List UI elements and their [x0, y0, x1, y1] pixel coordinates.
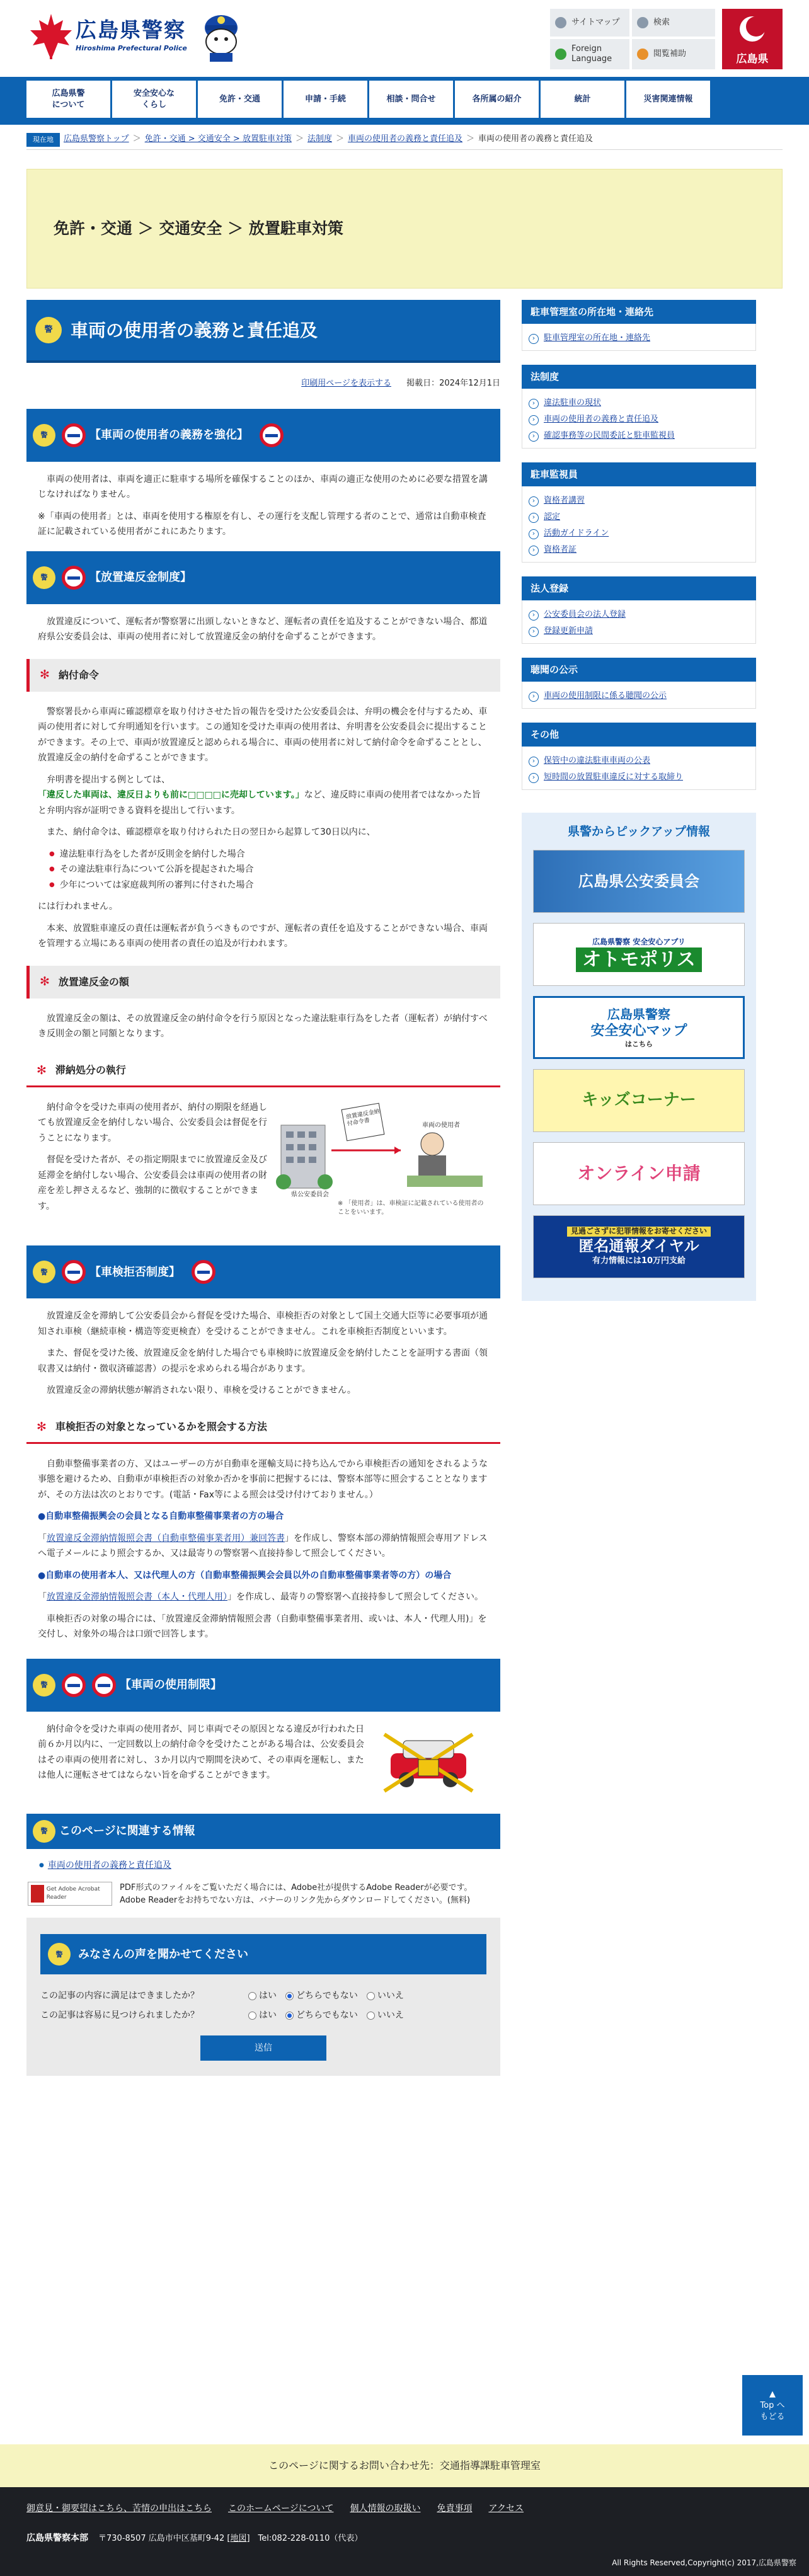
globe-icon	[555, 49, 566, 60]
gnav-item[interactable]: 各所属の紹介	[455, 81, 539, 120]
logo-subtitle: Hiroshima Prefectural Police	[76, 44, 187, 53]
feedback-title: みなさんの声を聞かせてください	[78, 1947, 248, 1961]
list-item	[529, 753, 749, 769]
copyright: All Rights Reserved,Copyright(c) 2017,広島県警察	[612, 2558, 796, 2567]
adobe-notice: Get Adobe Acrobat Reader PDF形式のファイルをご覧いただく場合には、Adobe社が提供するAdobe Readerが必要です。 Adobe Readerをお持ちでない方は、バナーのリンク先からダウンロードしてください。(無料)	[28, 1882, 500, 1906]
sidebar-menu	[522, 462, 756, 563]
gnav-item[interactable]: 安全安心な くらし	[112, 81, 196, 120]
banner-safety-map[interactable]: 広島県警察 安全安心マップ はこちら	[533, 996, 745, 1059]
related-title: このページに関連する情報	[59, 1824, 195, 1838]
hiroshima-pref-link[interactable]: 広島県	[722, 9, 783, 69]
figure-caption: ※ 「使用者」は、車検証に記載されている使用者のことをいいます。	[338, 1199, 484, 1216]
sidebar-link[interactable]: 駐車管理室の所在地・連絡先	[544, 333, 651, 343]
radio-yes[interactable]: はい	[248, 1988, 277, 2004]
print-link[interactable]: 印刷用ページを表示する	[301, 379, 391, 388]
gnav-item[interactable]: 相談・問合せ	[369, 81, 453, 120]
adobe-reader-banner[interactable]: Get Adobe Acrobat Reader	[28, 1882, 112, 1906]
no-parking-icon	[62, 1673, 86, 1697]
list-item	[529, 607, 749, 623]
sidebar-link[interactable]: 短時間の放置駐車違反に対する取締り	[544, 772, 684, 782]
list-item	[529, 428, 749, 444]
paragraph: 弁明書を提出する例としては、 「違反した車両は、違反日よりも前に□□□□に売却しています。」など、違反時に車両の使用者ではなかった旨と弁明内容が証明できる資料を提出して行います。	[38, 774, 481, 816]
sidebar-link[interactable]: 資格者講習	[544, 496, 585, 505]
footer-inquiry: このページに関するお問い合わせ先：交通指導課駐車管理室	[0, 2444, 809, 2487]
published-date: 掲載日：2024年12月1日	[406, 379, 500, 388]
accessibility-button[interactable]: 閲覧補助	[632, 39, 715, 69]
exception-list	[49, 847, 489, 893]
feedback-question-findability: この記事は容易に見つけられましたか？ はい どちらでもない いいえ	[40, 2008, 486, 2024]
sidebar-menu-title: 聴聞の公示	[522, 658, 756, 682]
sidebar-link[interactable]: 資格者証	[544, 545, 577, 554]
sidebar-link[interactable]: 登録更新申請	[544, 626, 594, 636]
site-logo[interactable]	[26, 9, 246, 63]
footer-address: 広島県警察本部 〒730-8507 広島市中区基町9-42 [地図] Tel:082-228-0110（代表）	[26, 2533, 363, 2543]
sidebar-menu	[522, 723, 756, 790]
sidebar-link[interactable]: 認定	[544, 512, 561, 522]
gnav-item[interactable]: 広島県警 について	[26, 81, 110, 120]
sidebar-link[interactable]: 車両の使用者の義務と責任追及	[544, 415, 659, 424]
site-footer	[0, 2487, 809, 2576]
sidebar-link[interactable]: 確認事務等の民間委託と駐車監視員	[544, 431, 675, 440]
inquiry-form-business-link[interactable]: 放置違反金滞納情報照会書（自動車整備事業者用）兼回答書	[47, 1533, 285, 1543]
paragraph: 放置違反について、運転者が警察署に出頭しないときなど、運転者の責任を追及することができない場合、都道府県公安委員会は、車両の使用者に対して放置違反金の納付を命ずることができます。	[38, 616, 488, 643]
list-item	[529, 623, 749, 639]
section-heading-restriction: 警 【車両の使用制限】	[26, 1659, 500, 1712]
banner-kids-corner[interactable]: キッズコーナー	[533, 1069, 745, 1132]
footer-link-disclaimer[interactable]: 免責事項	[437, 2504, 473, 2514]
gnav-item[interactable]: 申請・手続	[284, 81, 367, 120]
breadcrumb-here-label: 現在地	[26, 133, 60, 147]
police-badge-icon: 警	[33, 1261, 55, 1283]
radio-yes[interactable]: はい	[248, 2008, 277, 2024]
police-badge-icon: 警	[33, 424, 55, 447]
list-item	[529, 525, 749, 542]
police-badge-icon: 警	[33, 566, 55, 589]
footer-link-access[interactable]: アクセス	[488, 2504, 524, 2514]
section-heading-fine: 警 【放置違反金制度】	[26, 551, 500, 604]
sidebar-menu-title: 駐車監視員	[522, 462, 756, 486]
page-title: 車両の使用者の義務と責任追及	[71, 319, 318, 341]
sitemap-button[interactable]: サイトマップ	[550, 9, 629, 37]
police-badge-icon: 警	[33, 1674, 55, 1697]
sidebar-link[interactable]: 公安委員会の法人登録	[544, 610, 626, 619]
illustration-office-and-user: 県公安委員会 放置違反金納付命令書 車両の使用者 ※ 「使用者」は、車検証に記載されている使用者のことをいいます。	[275, 1100, 489, 1213]
banner-public-safety-commission[interactable]: 広島県公安委員会	[533, 850, 745, 913]
banner-otomopolis[interactable]: 広島県警察 安全安心アプリ オトモポリス	[533, 923, 745, 986]
paragraph: 放置違反金の額は、その放置違反金の納付命令を行う原因となった違法駐車行為をした者（運転者）が納付すべき反則金の額と同額となります。	[38, 1013, 488, 1039]
case-heading: ●自動車整備振興会の会員となる自動車整備事業者の方の場合	[38, 1511, 284, 1522]
radio-neither[interactable]: どちらでもない	[285, 1988, 358, 2004]
footer-link-feedback[interactable]: 御意見・御要望はこちら、苦情の申出はこちら	[26, 2504, 212, 2514]
sidebar-link[interactable]: 活動ガイドライン	[544, 529, 609, 538]
gnav-item[interactable]: 統計	[541, 81, 624, 120]
feedback-form	[26, 1918, 500, 2076]
paragraph: また、納付命令は、確認標章を取り付けられた日の翌日から起算して30日以内に、	[47, 827, 376, 838]
global-nav	[0, 77, 809, 125]
paragraph: 放置違反金の滞納状態が解消されない限り、車検を受けることができません。	[47, 1385, 356, 1396]
list-item	[529, 330, 749, 346]
site-header	[0, 0, 809, 77]
sidebar-menu-title: その他	[522, 723, 756, 747]
paragraph: 本来、放置駐車違反の責任は運転者が負うべきものですが、運転者の責任を追及することができない場合、車両を管理する立場にある車両の使用者の責任の追及が行われます。	[38, 923, 488, 949]
paragraph: 納付命令を受けた車両の使用者が、同じ車両でその原因となる違反が行われた日前６か月以内に、一定回数以上の納付命令を受けたことがある場合は、公安委員会はその車両の使用者に対し、３か月以内で期間を決めて、その車両を運転し、または他人に運転させてはならない旨を命ずることができます。	[38, 1724, 364, 1781]
sidebar	[522, 300, 756, 2076]
no-parking-icon	[260, 423, 284, 447]
sidebar-link[interactable]: 車両の使用制限に係る聴聞の公示	[544, 691, 667, 701]
subheading-inquiry-method: ✻ 車検拒否の対象となっているかを照会する方法	[26, 1412, 500, 1444]
paragraph: 督促を受けた者が、その指定期限までに放置違反金及び延滞金を納付しない場合、公安委員会は車両の使用者の財産を差し押さえるなど、強制的に徴収することができます。	[38, 1155, 267, 1211]
list-item	[529, 509, 749, 525]
breadcrumb: 現在地 広島県警察トップ ＞ 免許・交通 > 交通安全 > 放置駐車対策 ＞ 法制度 ＞ 車両の使用者の義務と責任追及 ＞ 車両の使用者の義務と責任追及	[26, 134, 783, 150]
breadcrumb-parking[interactable]: 免許・交通 > 交通安全 > 放置駐車対策	[144, 134, 292, 144]
foreign-language-button[interactable]: Foreign Language	[550, 39, 629, 69]
list-item	[529, 395, 749, 411]
sitemap-icon	[555, 17, 566, 28]
pdf-icon	[31, 1885, 44, 1903]
illustration-car-locked	[372, 1722, 485, 1797]
submit-button[interactable]: 送信	[200, 2035, 326, 2061]
breadcrumb-page[interactable]: 車両の使用者の義務と責任追及	[348, 134, 463, 144]
section-heading-inspection: 警 【車検拒否制度】	[26, 1245, 500, 1298]
police-badge-icon: 警	[33, 1820, 55, 1843]
logo-title: 広島県警察	[76, 17, 186, 42]
banner-anonymous-hotline[interactable]: 見過ごさずに犯罪情報をお寄せください 匿名通報ダイヤル 有力情報には10万円支給	[533, 1215, 745, 1278]
sidebar-menu	[522, 300, 756, 351]
arrow-up-icon: ▲	[769, 2390, 776, 2399]
footer-link-about[interactable]: このホームページについて	[228, 2504, 334, 2514]
related-info	[26, 1814, 500, 1907]
no-parking-icon	[92, 1673, 116, 1697]
breadcrumb-law[interactable]: 法制度	[307, 134, 332, 144]
no-parking-icon	[192, 1260, 215, 1284]
list-item: ● 違法駐車行為をした者が反則金を納付した場合	[49, 847, 489, 862]
delinquency-figure	[38, 1100, 489, 1221]
paragraph: 放置違反金を滞納して公安委員会から督促を受けた場合、車検拒否の対象として国土交通大臣等に必要事項が通知され車検（継続車検・構造等変更検査）を受けることができません。これを車検拒否制度といいます。	[38, 1311, 488, 1337]
subheading-delinquency: ✻ 滞納処分の執行	[26, 1056, 500, 1087]
sidebar-link[interactable]: 違法駐車の現状	[544, 398, 602, 408]
list-item: ● 少年については家庭裁判所の審判に付された場合	[49, 878, 489, 893]
map-link[interactable]: [地図]	[227, 2533, 250, 2543]
list-item	[529, 411, 749, 428]
subheading-payment-order: ✻ 納付命令	[26, 659, 500, 692]
case-heading: ●自動車の使用者本人、又は代理人の方（自動車整備振興会会員以外の自動車整備事業者等の方）の場合	[38, 1570, 452, 1581]
feedback-question-satisfaction: この記事の内容に満足はできましたか？ はい どちらでもない いいえ	[40, 1988, 486, 2004]
section-heading-duty: 警 【車両の使用者の義務を強化】	[26, 409, 500, 462]
maple-leaf-icon: ✻	[37, 1419, 47, 1434]
breadcrumb-current: 車両の使用者の義務と責任追及	[478, 134, 594, 144]
radio-no[interactable]: いいえ	[367, 2008, 404, 2024]
police-badge-icon: 警	[35, 317, 62, 343]
breadcrumb-home[interactable]: 広島県警察トップ	[64, 134, 129, 144]
sidebar-menu-title: 法制度	[522, 365, 756, 389]
sidebar-menu	[522, 576, 756, 644]
sidebar-menu-title: 法人登録	[522, 576, 756, 600]
paragraph: 車検拒否の対象の場合には、「放置違反金滞納情報照会書（自動車整備事業者用、或いは、本人・代理人用)」を交付し、対象外の場合は口頭で回答します。	[38, 1613, 487, 1640]
accessibility-icon	[637, 49, 648, 60]
subheading-fine-amount: ✻ 放置違反金の額	[26, 966, 500, 999]
page-title-box	[26, 300, 500, 363]
radio-no[interactable]: いいえ	[367, 1988, 404, 2004]
banner-online-application[interactable]: オンライン申請	[533, 1142, 745, 1205]
no-parking-icon	[62, 566, 86, 590]
maple-leaf-icon: ✻	[40, 975, 50, 989]
pref-emblem-icon	[738, 15, 766, 43]
pickup-title: 県警からピックアップ情報	[568, 825, 710, 839]
maple-leaf-icon: ✻	[37, 1063, 47, 1077]
sidebar-menu-title: 駐車管理室の所在地・連絡先	[522, 300, 756, 324]
list-item	[529, 688, 749, 704]
inquiry-form-owner-link[interactable]: 放置違反金滞納情報照会書（本人・代理人用）	[47, 1592, 227, 1603]
no-parking-icon	[62, 423, 86, 447]
related-link[interactable]: 車両の使用者の義務と責任追及	[47, 1860, 171, 1870]
search-icon	[637, 17, 648, 28]
paragraph: には行われません。	[38, 902, 118, 912]
paragraph: 警察署長から車両に確認標章を取り付けさせた旨の報告を受けた公安委員会は、弁明の機会を付与するため、車両の使用者に対して弁明通知を行います。この通知を受けた車両の使用者は、弁明書を公安委員会に提出することができます。その上で、車両が放置違反と認められる場合に、車両の使用者に対して納付命令を命ずることとし、放置違反金の納付を命ずることができます。	[38, 706, 488, 764]
police-badge-icon: 警	[48, 1943, 71, 1966]
paragraph: ※「車両の使用者」とは、車両を使用する権原を有し、その運行を支配し管理する者のことで、通常は自動車検査証に記載されている使用者がこれにあたります。	[38, 511, 486, 537]
maple-logo-icon	[26, 11, 76, 60]
paragraph: また、督促を受けた後、放置違反金を納付した場合でも車検時に放置違反金を納付したことを証明する書面（領収書又は納付・徴収済確認書）の提示を求められる場合があります。	[38, 1348, 488, 1374]
search-button[interactable]: 検索	[632, 9, 715, 37]
gnav-item[interactable]: 免許・交通	[198, 81, 282, 120]
sidebar-menu	[522, 658, 756, 709]
list-item	[529, 769, 749, 786]
back-to-top-button[interactable]: ▲ Top へ もどる	[742, 2375, 803, 2436]
pickup-banners	[522, 813, 756, 1301]
mascot-icon	[196, 9, 246, 63]
radio-neither[interactable]: どちらでもない	[285, 2008, 358, 2024]
list-item	[529, 493, 749, 509]
footer-link-privacy[interactable]: 個人情報の取扱い	[350, 2504, 421, 2514]
category-banner: 免許・交通 ＞ 交通安全 ＞ 放置駐車対策	[26, 169, 783, 289]
list-item: ● その違法駐車行為について公訴を提起された場合	[49, 862, 489, 878]
paragraph: 自動車整備事業者の方、又はユーザーの方が自動車を運輸支局に持ち込んでから車検拒否の通知をされるような事態を避けるため、自動車が車検拒否の対象か否かを事前に把握するには、警察本部等に照会することとなりますが、その方法は次のとおりです。(電話・Fax等による照会は受け付けておりません。）	[38, 1458, 488, 1500]
paragraph: 納付命令を受けた車両の使用者が、納付の期限を経過しても放置違反金を納付しない場合、公安委員会は督促を行うことになります。	[38, 1102, 267, 1143]
gnav-item[interactable]: 災害関連情報	[626, 81, 710, 120]
sidebar-link[interactable]: 保管中の違法駐車車両の公表	[544, 756, 651, 765]
list-item	[529, 542, 749, 558]
no-parking-icon	[62, 1260, 86, 1284]
sidebar-menu	[522, 365, 756, 449]
main-content: 警 車両の使用者の義務と責任追及 印刷用ページを表示する 掲載日：2024年12月1日 警 【車両の使用者の義務を強化】 車両の使用者は、車両を適正に駐車する場所を確保することのほか、車両の適正な使用のために必要な措置を講じなければなりません。 ※「車両の使用者」とは、車両を使用する権原を有し、その運行を支配し管理する者のことで、通常は自動車検査証に記載されている使用者がこれにあたります。 警 【放置違反金制度】 放置違反について、運転者が警察署に出頭しないときなど、運転者の責任を追及することができない場合、都道府県公安委員会は、車両の使用者に対して放置違反金の納付を命ずることができます。 ✻ 納付命令 警察署長から車両に確認標章を取り付けさせた旨の報告を受けた公安委員会は、弁明の機会を付与するため、車両の使用者に対して弁明通知を行います。この通知を受けた車両の使用者は、弁明書を公安委員会に提出することができます。その上で、車両が放置違反と認められる場合に、車両の使用者に対して納付命令を命ずることとし、放置違反金の納付を命ずることができます。 弁明書を提出する例としては、 「違反した車両は、違反日よりも前に□□□□に売却しています。」など、違反時に車両の使用者ではなかった旨と弁明内容が証明できる資料を提出して行います。 また、納付命令は、確認標章を取り付けられた日の翌日から起算して30日以内に、 ● 違法駐車行為をした者が反則金を納付した場合 ● その違法駐車行為について公訴を提起された場合 ● 少年については家庭裁判所の審判に付された場合 には行われません。 本来、放置駐車違反の責任は運転者が負うべきものですが、運転者の責任を追及することができない場合、車両を管理する立場にある車両の使用者の責任の追及が行われます。 ✻ 放置違反金の額 放置違反金の額は、その放置違反金の納付命令を行う原因となった違法駐車行為をした者（運転者）が納付すべき反則金の額と同額となります。 ✻ 滞納処分の執行 納付命令を受けた車両の使用者が、納付の期限を経過しても放置違反金を納付しない場合、公安委員会は督促を行うことになります。 督促を受けた者が、その指定期限までに放置違反金及び延滞金を納付しない場合、公安委員会は車両の使用者の財産を差し押さえるなど、強制的に徴収することができます。 県公安委員会 放置違反金納付命令書 車両の使用者 ※ 「使用者」は、車検証に記載されている使用者のことをいいます。 警 【車検拒否制度】 放置違反金を滞納して公安委員会から督促を受けた場合、車検拒否の対象として国土交通大臣等に必要事項が通知され車検（継続車検・構造等変更検査）を受けることができません。これを車検拒否制度といいます。 また、督促を受けた後、放置違反金を納付した場合でも車検時に放置違反金を納付したことを証明する書面（領収書又は納付・徴収済確認書）の提示を求められる場合があります。 放置違反金の滞納状態が解消されない限り、車検を受けることができません。 ✻ 車検拒否の対象となっているかを照会する方法 自動車整備事業者の方、又はユーザーの方が自動車を運輸支局に持ち込んでから車検拒否の通知をされるような事態を避けるため、自動車が車検拒否の対象か否かを事前に把握するには、警察本部等に照会することとなりますが、その方法は次のとおりです。(電話・Fax等による照会は受け付けておりません。） ●自動車整備振興会の会員となる自動車整備事業者の方の場合 「放置違反金滞納情報照会書（自動車整備事業者用）兼回答書」を作成し、警察本部の滞納情報照会専用アドレスへ電子メールにより照会するか、又は最寄りの警察署へ直接持参して照会してください。 ●自動車の使用者本人、又は代理人の方（自動車整備振興会会員以外の自動車整備事業者等の方）の場合 「放置違反金滞納情報照会書（本人・代理人用）」を作成し、最寄りの警察署へ直接持参して照会してください。 車検拒否の対象の場合には、「放置違反金滞納情報照会書（自動車整備事業者用、或いは、本人・代理人用)」を交付し、対象外の場合は口頭で回答します。 警 【車両の使用制限】 納付命令を受けた車両の使用者が、同じ車両でその原因となる違反が行われた日前６か月以内に、一定回数以上の納付命令を受けたことがある場合は、公安委員会はその車両の使用者に対し、３か月以内で期間を決めて、その車両を運転し、または他人に運転させてはならない旨を命ずることができます。 警 このページに関連する情報 ● 車両の使用者の義務と責任追及 Get Adobe Acrobat Reader PDF形式のファイルをご覧いただく場合には、Adobe社が提供するAdobe Readerが必要です。 Adobe Readerをお持ちでない方は、バナーのリンク先からダウンロードしてください。(無料) 警 みなさんの声を聞かせてください この記事の内容に満足はできましたか？ はい どちらでもない いいえ この記事は容易に見つけられましたか？ はい どちらでもない いいえ 送信	[26, 300, 500, 2076]
maple-leaf-icon: ✻	[40, 668, 50, 682]
paragraph: 車両の使用者は、車両を適正に駐車する場所を確保することのほか、車両の適正な使用のために必要な措置を講じなければなりません。	[38, 474, 488, 500]
